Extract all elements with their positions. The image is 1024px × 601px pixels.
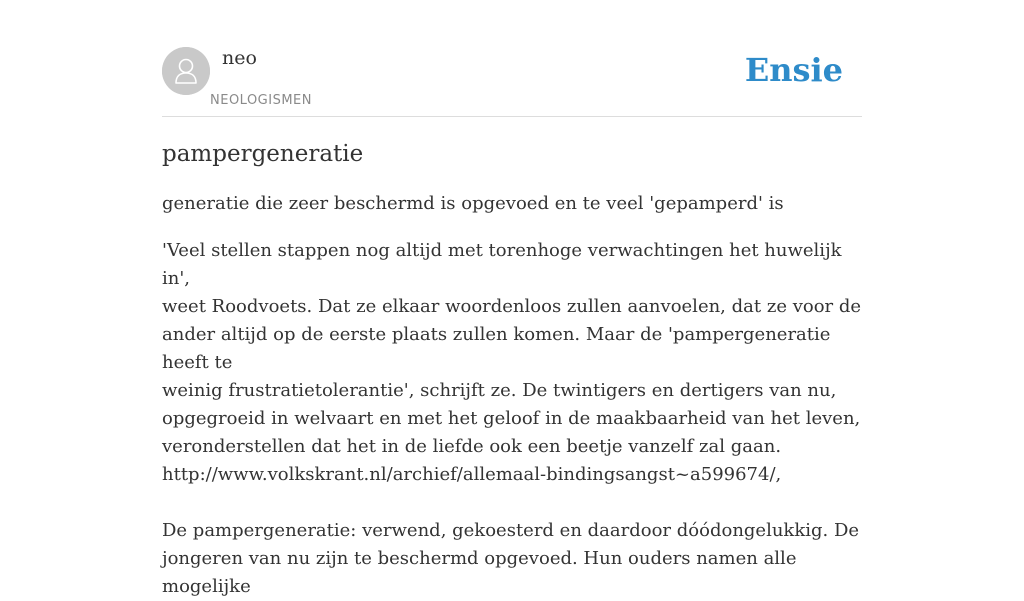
example-line: veronderstellen dat het in de liefde ook een beetje vanzelf zal gaan. [162,436,782,457]
example-line: opgegroeid in welvaart en met het geloof in de maakbaarheid van het leven, [162,408,861,429]
entry-header [162,0,862,117]
example-line: De pampergeneratie: verwend, gekoesterd en daardoor dóódongelukkig. De [162,520,860,541]
example-line: weinig frustratietolerantie', schrijft ze. De twintigers en dertigers van nu, [162,380,837,401]
user-silhouette-icon [162,47,210,95]
entry-content [162,138,862,601]
author-name[interactable]: neo [222,47,257,69]
example-line: weet Roodvoets. Dat ze elkaar woordenloos zullen aanvoelen, dat ze voor de [162,296,862,317]
entry-example [162,237,862,601]
example-line: ander altijd op de eerste plaats zullen komen. Maar de 'pampergeneratie heeft te [162,324,831,373]
example-link: http://www.volkskrant.nl/archief/allemaal-bindingsangst~a599674/, [162,464,782,485]
entry-title: pampergeneratie [162,141,364,167]
example-line: 'Veel stellen stappen nog altijd met torenhoge verwachtingen het huwelijk in', [162,240,842,289]
entry-definition: generatie die zeer beschermd is opgevoed en te veel 'gepamperd' is [162,193,784,214]
category-label[interactable]: NEOLOGISMEN [210,93,312,108]
brand-logo[interactable]: Ensie [744,51,843,89]
example-blank-line [162,489,862,517]
author-avatar[interactable] [162,47,210,95]
example-line: jongeren van nu zijn te beschermd opgevoed. Hun ouders namen alle mogelijke [162,548,797,597]
